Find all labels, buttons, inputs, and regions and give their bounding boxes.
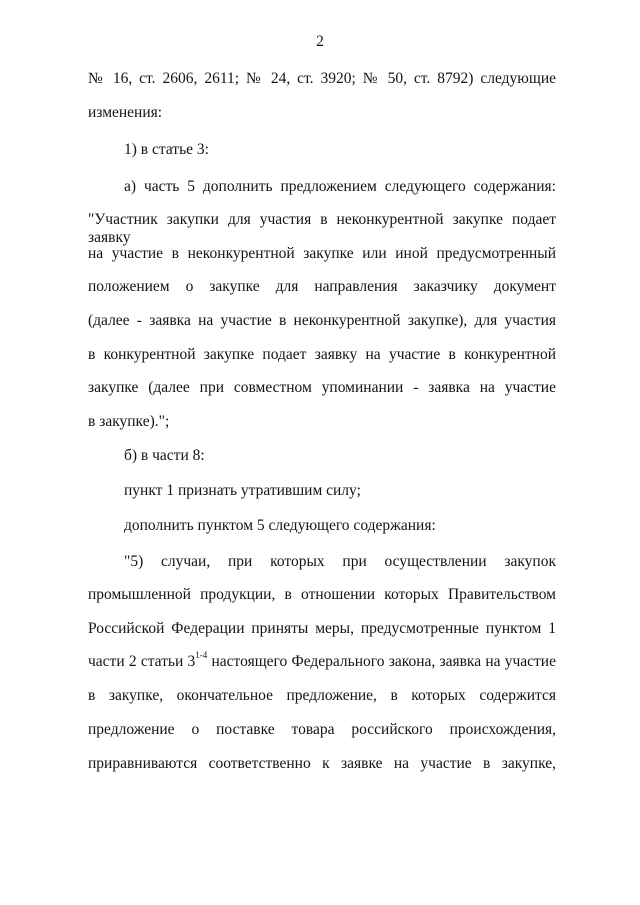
text-line: закупке (далее при совместном упоминании - заявка на участие [88, 379, 556, 396]
text-line: 1) в статье 3: [124, 141, 209, 158]
superscript: 1-4 [195, 649, 208, 660]
text-line: изменения: [88, 104, 163, 121]
text-line: в закупке)."; [88, 413, 170, 430]
text-line: пункт 1 признать утратившим силу; [124, 482, 361, 499]
text-line: а) часть 5 дополнить предложением следующего содержания: [124, 178, 556, 195]
text-line: предложение о поставке товара российского происхождения, [88, 721, 556, 738]
page-number: 2 [316, 33, 324, 50]
text-line: на участие в неконкурентной закупке или иной предусмотренный [88, 245, 556, 262]
text-line: № 16, ст. 2606, 2611; № 24, ст. 3920; № 50, ст. 8792) следующие [88, 70, 556, 87]
text-line: приравниваются соответственно к заявке на участие в закупке, [88, 755, 556, 772]
text-line: в закупке, окончательное предложение, в которых содержится [88, 687, 556, 704]
text-line: (далее - заявка на участие в неконкурентной закупке), для участия [88, 312, 556, 329]
text-line-with-superscript [88, 649, 556, 671]
text-line: Российской Федерации приняты меры, предусмотренные пунктом 1 [88, 620, 556, 637]
text-line: промышленной продукции, в отношении которых Правительством [88, 586, 556, 603]
text-fragment: настоящего Федерального закона, заявка на участие [207, 653, 556, 670]
text-line: б) в части 8: [124, 447, 205, 464]
text-line: в конкурентной закупке подает заявку на участие в конкурентной [88, 346, 556, 363]
text-fragment: части 2 статьи 3 [88, 653, 196, 670]
text-line: "Участник закупки для участия в неконкурентной закупке подает заявку [88, 211, 556, 246]
text-line: дополнить пунктом 5 следующего содержания: [124, 517, 436, 534]
text-line: положением о закупке для направления заказчику документ [88, 278, 556, 295]
text-line: "5) случаи, при которых при осуществлении закупок [124, 553, 556, 570]
